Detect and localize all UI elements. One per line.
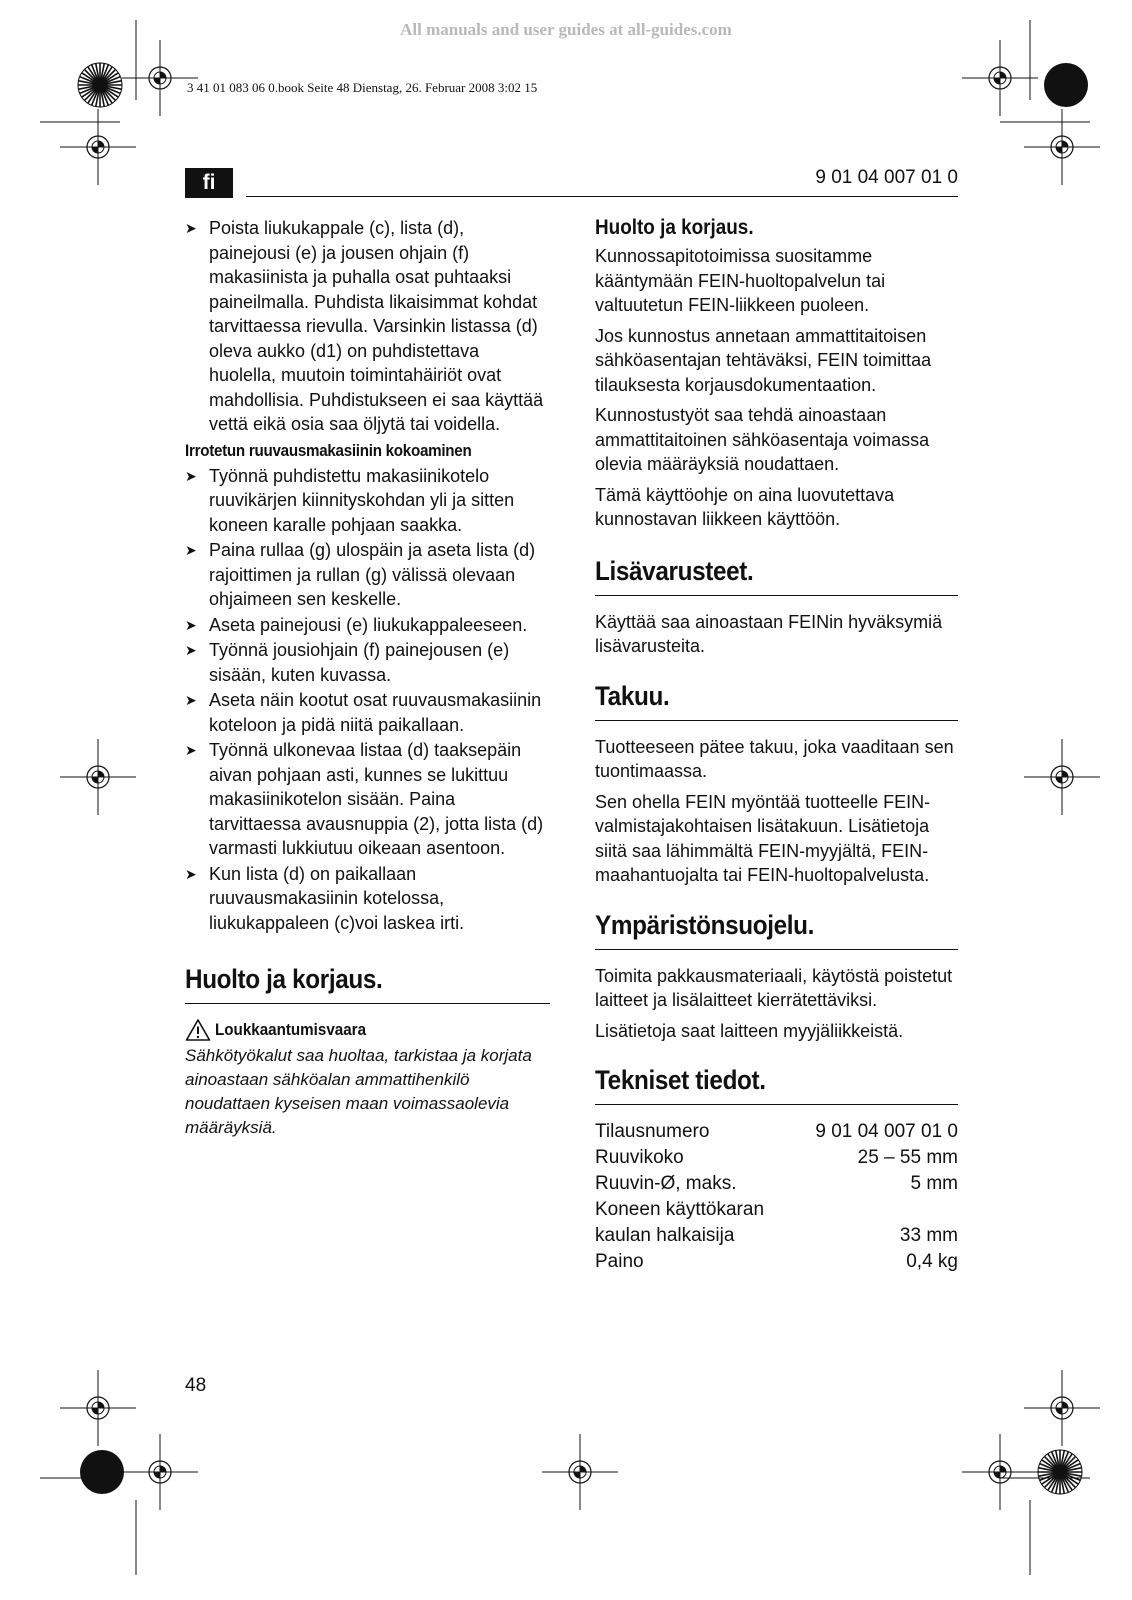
table-row <box>595 1249 958 1275</box>
section-heading-warranty: Takuu. <box>595 680 670 711</box>
spec-table <box>595 1119 958 1275</box>
table-row <box>595 1145 958 1171</box>
header-order-number: 9 01 04 007 01 0 <box>815 167 958 188</box>
arrow-bullet-icon: ➤ <box>185 865 197 882</box>
section-heading-accessories: Lisävarusteet. <box>595 555 754 586</box>
bullet-text: Työnnä ulkonevaa listaa (d) taaksepäin aivan pohjaan asti, kunnes se lukittuu makasiinikotelon sisään. Paina tarvittaessa avausnuppia (2), jotta lista (d) varmasti lukkiutuu oikeaan asentoon. <box>209 740 544 858</box>
section-heading-service-right: Huolto ja korjaus. <box>595 216 754 239</box>
table-row <box>595 1197 958 1249</box>
arrow-bullet-icon: ➤ <box>185 742 197 758</box>
bullet-text: Työnnä jousiohjain (f) painejousen (e) sisään, kuten kuvassa. <box>209 640 510 685</box>
spec-label: Tilausnumero <box>595 1121 710 1142</box>
arrow-bullet-icon: ➤ <box>185 542 197 558</box>
list-item <box>185 538 550 612</box>
section-rule <box>595 1104 958 1105</box>
spec-label: Ruuvin-Ø, maks. <box>595 1173 737 1194</box>
list-item <box>185 688 550 737</box>
section-rule <box>595 595 958 596</box>
assembly-steps-list <box>185 464 550 936</box>
bullet-text: Työnnä puhdistettu makasiinikotelo ruuvikärjen kiinnityskohdan yli ja sitten koneen karalle pohjaan saakka. <box>209 465 515 535</box>
list-item <box>185 216 550 437</box>
spec-label: Koneen käyttökaran kaulan halkaisija <box>595 1199 765 1246</box>
warning-header <box>185 1018 550 1042</box>
list-item <box>185 613 550 638</box>
warning-title: Loukkaantumisvaara <box>215 1020 367 1039</box>
section-heading-tech-data: Tekniset tiedot. <box>595 1065 766 1095</box>
paragraph: Jos kunnostus annetaan ammattitaitoisen sähköasentajan tehtäväksi, FEIN toimittaa tilauksesta korjausdokumentaation. <box>595 325 932 395</box>
list-item <box>185 738 550 861</box>
warning-triangle-icon <box>185 1018 211 1042</box>
section-heading-service: Huolto ja korjaus. <box>185 964 383 994</box>
paragraph: Käyttää saa ainoastaan FEINin hyväksymiä lisävarusteita. <box>595 611 943 656</box>
arrow-bullet-icon: ➤ <box>185 692 197 708</box>
paragraph: Tuotteeseen pätee takuu, joka vaaditaan sen tuontimaassa. <box>595 736 954 781</box>
bullet-text: Paina rullaa (g) ulospäin ja aseta lista (d) rajoittimen ja rullan (g) välissä olevaan ohjaimeen sen keskelle. <box>209 540 536 609</box>
paragraph: Kunnossapitotoimissa suositamme kääntymään FEIN-huoltopalvelun tai valtuutetun FEIN-liikkeen puoleen. <box>595 246 886 315</box>
arrow-bullet-icon: ➤ <box>185 220 197 236</box>
arrow-bullet-icon: ➤ <box>185 467 197 484</box>
table-row <box>595 1171 958 1197</box>
list-item <box>185 638 550 687</box>
section-heading-environment: Ympäristönsuojelu. <box>595 909 815 940</box>
section-rule <box>185 1003 550 1004</box>
paragraph: Toimita pakkausmateriaali, käytöstä poistetut laitteet ja lisälaitteet kierrätettäviksi. <box>595 965 953 1010</box>
spec-value: 9 01 04 007 01 0 <box>815 1121 958 1142</box>
spec-value: 25 – 55 mm <box>857 1147 958 1168</box>
arrow-bullet-icon: ➤ <box>185 616 197 633</box>
spec-value: 5 mm <box>910 1173 958 1194</box>
bullet-text: Poista liukukappale (c), lista (d), painejousi (e) ja jousen ohjain (f) makasiinista ja puhalla osat puhtaaksi paineilmalla. Puhdista likaisimmat kohdat tarvittaessa rievulla. Varsinkin listassa (d) oleva aukko (d1) on puhdistettava huolella, muutoin toimintahäiriöt ovat mahdollisia. Puhdistukseen ei saa käyttää vettä eikä osia saa öljytä tai voidella. <box>209 218 544 434</box>
language-tab: fi <box>185 168 233 198</box>
list-item <box>185 464 550 538</box>
paragraph: Kunnostustyöt saa tehdä ainoastaan ammattitaitoinen sähköasentaja voimassa olevia määräyksiä noudattaen. <box>595 405 930 474</box>
section-rule <box>595 949 958 950</box>
header-rule <box>246 196 958 197</box>
left-column <box>185 216 550 1140</box>
spec-value: 0,4 kg <box>906 1251 958 1272</box>
book-file-line: 3 41 01 083 06 0.book Seite 48 Dienstag, 26. Februar 2008 3:02 15 <box>187 80 538 95</box>
list-item <box>185 862 550 936</box>
paragraph: Sen ohella FEIN myöntää tuotteelle FEIN-valmistajakohtaisen lisätakuun. Lisätietoja siitä saa lähimmältä FEIN-myyjältä, FEIN-maahantuojalta tai FEIN-huoltopalvelusta. <box>595 791 931 885</box>
page-number: 48 <box>185 1375 207 1396</box>
warning-text: Sähkötyökalut saa huoltaa, tarkistaa ja korjata ainoastaan sähköalan ammattihenkilö noudattaen kyseisen maan voimassaolevia määräyksiä. <box>185 1046 532 1137</box>
spec-label: Ruuvikoko <box>595 1147 684 1168</box>
bullet-text: Kun lista (d) on paikallaan ruuvausmakasiinin kotelossa, liukukappaleen (c)voi laskea irti. <box>209 863 465 933</box>
watermark: All manuals and user guides at all-guides.com <box>400 20 732 39</box>
paragraph: Tämä käyttöohje on aina luovutettava kunnostavan liikkeen käyttöön. <box>595 484 895 529</box>
paragraph: Lisätietoja saat laitteen myyjäliikkeistä. <box>595 1020 904 1041</box>
bullet-text: Aseta painejousi (e) liukukappaleeseen. <box>209 614 528 635</box>
section-subheading: Irrotetun ruuvausmakasiinin kokoaminen <box>185 441 472 460</box>
arrow-bullet-icon: ➤ <box>185 642 197 658</box>
spec-value: 33 mm <box>899 1225 958 1246</box>
table-row <box>595 1119 958 1145</box>
section-rule <box>595 720 958 721</box>
right-column <box>595 216 958 1275</box>
spec-label: Paino <box>595 1251 644 1272</box>
bullet-text: Aseta näin kootut osat ruuvausmakasiinin koteloon ja pidä niitä paikallaan. <box>209 690 542 735</box>
